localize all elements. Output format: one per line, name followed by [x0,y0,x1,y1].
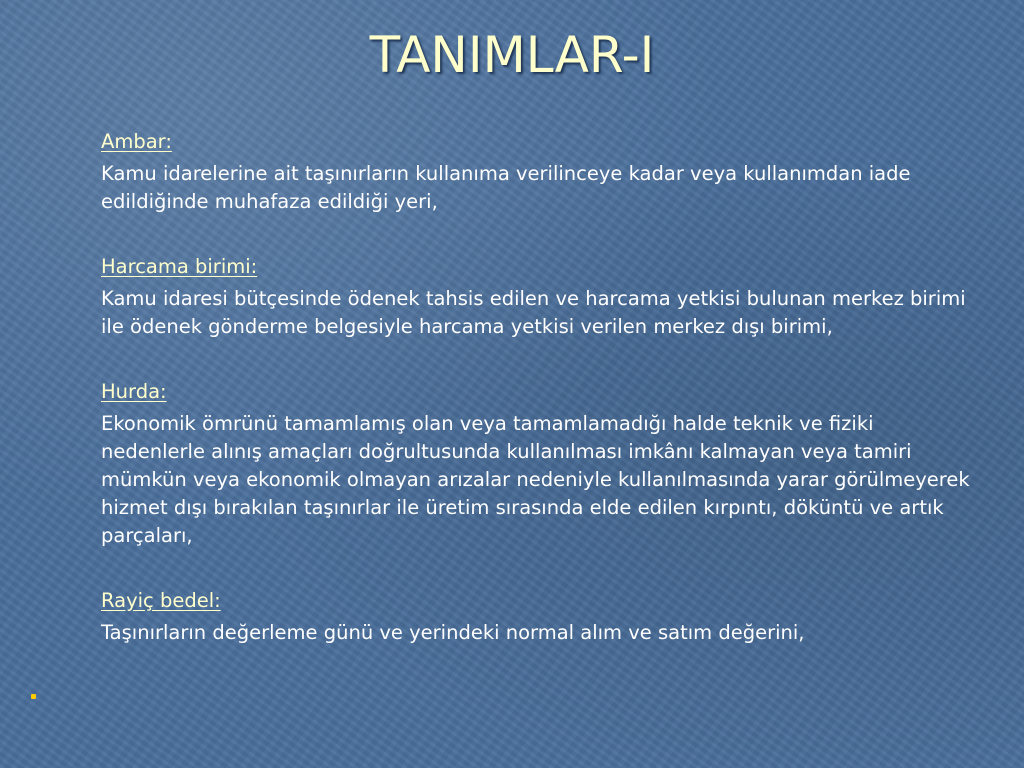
definition-item-harcama-birimi [101,253,981,341]
term-label: Ambar: [101,130,172,153]
definitions-list [101,128,981,647]
term-label: Hurda: [101,380,167,403]
term-label: Rayiç bedel: [101,589,221,612]
definition-text: Ekonomik ömrünü tamamlamış olan veya tamamlamadığı halde teknik ve fiziki nedenlerle alınış amaçları doğrultusunda kullanılması imkânı kalmayan veya tamiri mümkün veya ekonomik olmayan arızalar nedeniyle kullanılmasında yarar görülmeyerek hizmet dışı bırakılan taşınırlar ile üretim sırasında elde edilen kırpıntı, döküntü ve artık parçaları, [101,412,970,547]
definition-text: Kamu idaresi bütçesinde ödenek tahsis edilen ve harcama yetkisi bulunan merkez birimi ile ödenek gönderme belgesiyle harcama yetkisi verilen merkez dışı birimi, [101,287,966,338]
definition-text: Taşınırların değerleme günü ve yerindeki normal alım ve satım değerini, [101,621,805,644]
bullet-marker-icon [31,694,36,699]
slide-title: TANIMLAR-I [369,26,655,84]
definition-item-rayic-bedel [101,587,981,647]
definition-item-hurda [101,378,981,550]
definition-item-ambar [101,128,981,216]
definition-text: Kamu idarelerine ait taşınırların kullanıma verilinceye kadar veya kullanımdan iade edildiğinde muhafaza edildiği yeri, [101,162,911,213]
term-label: Harcama birimi: [101,255,258,278]
